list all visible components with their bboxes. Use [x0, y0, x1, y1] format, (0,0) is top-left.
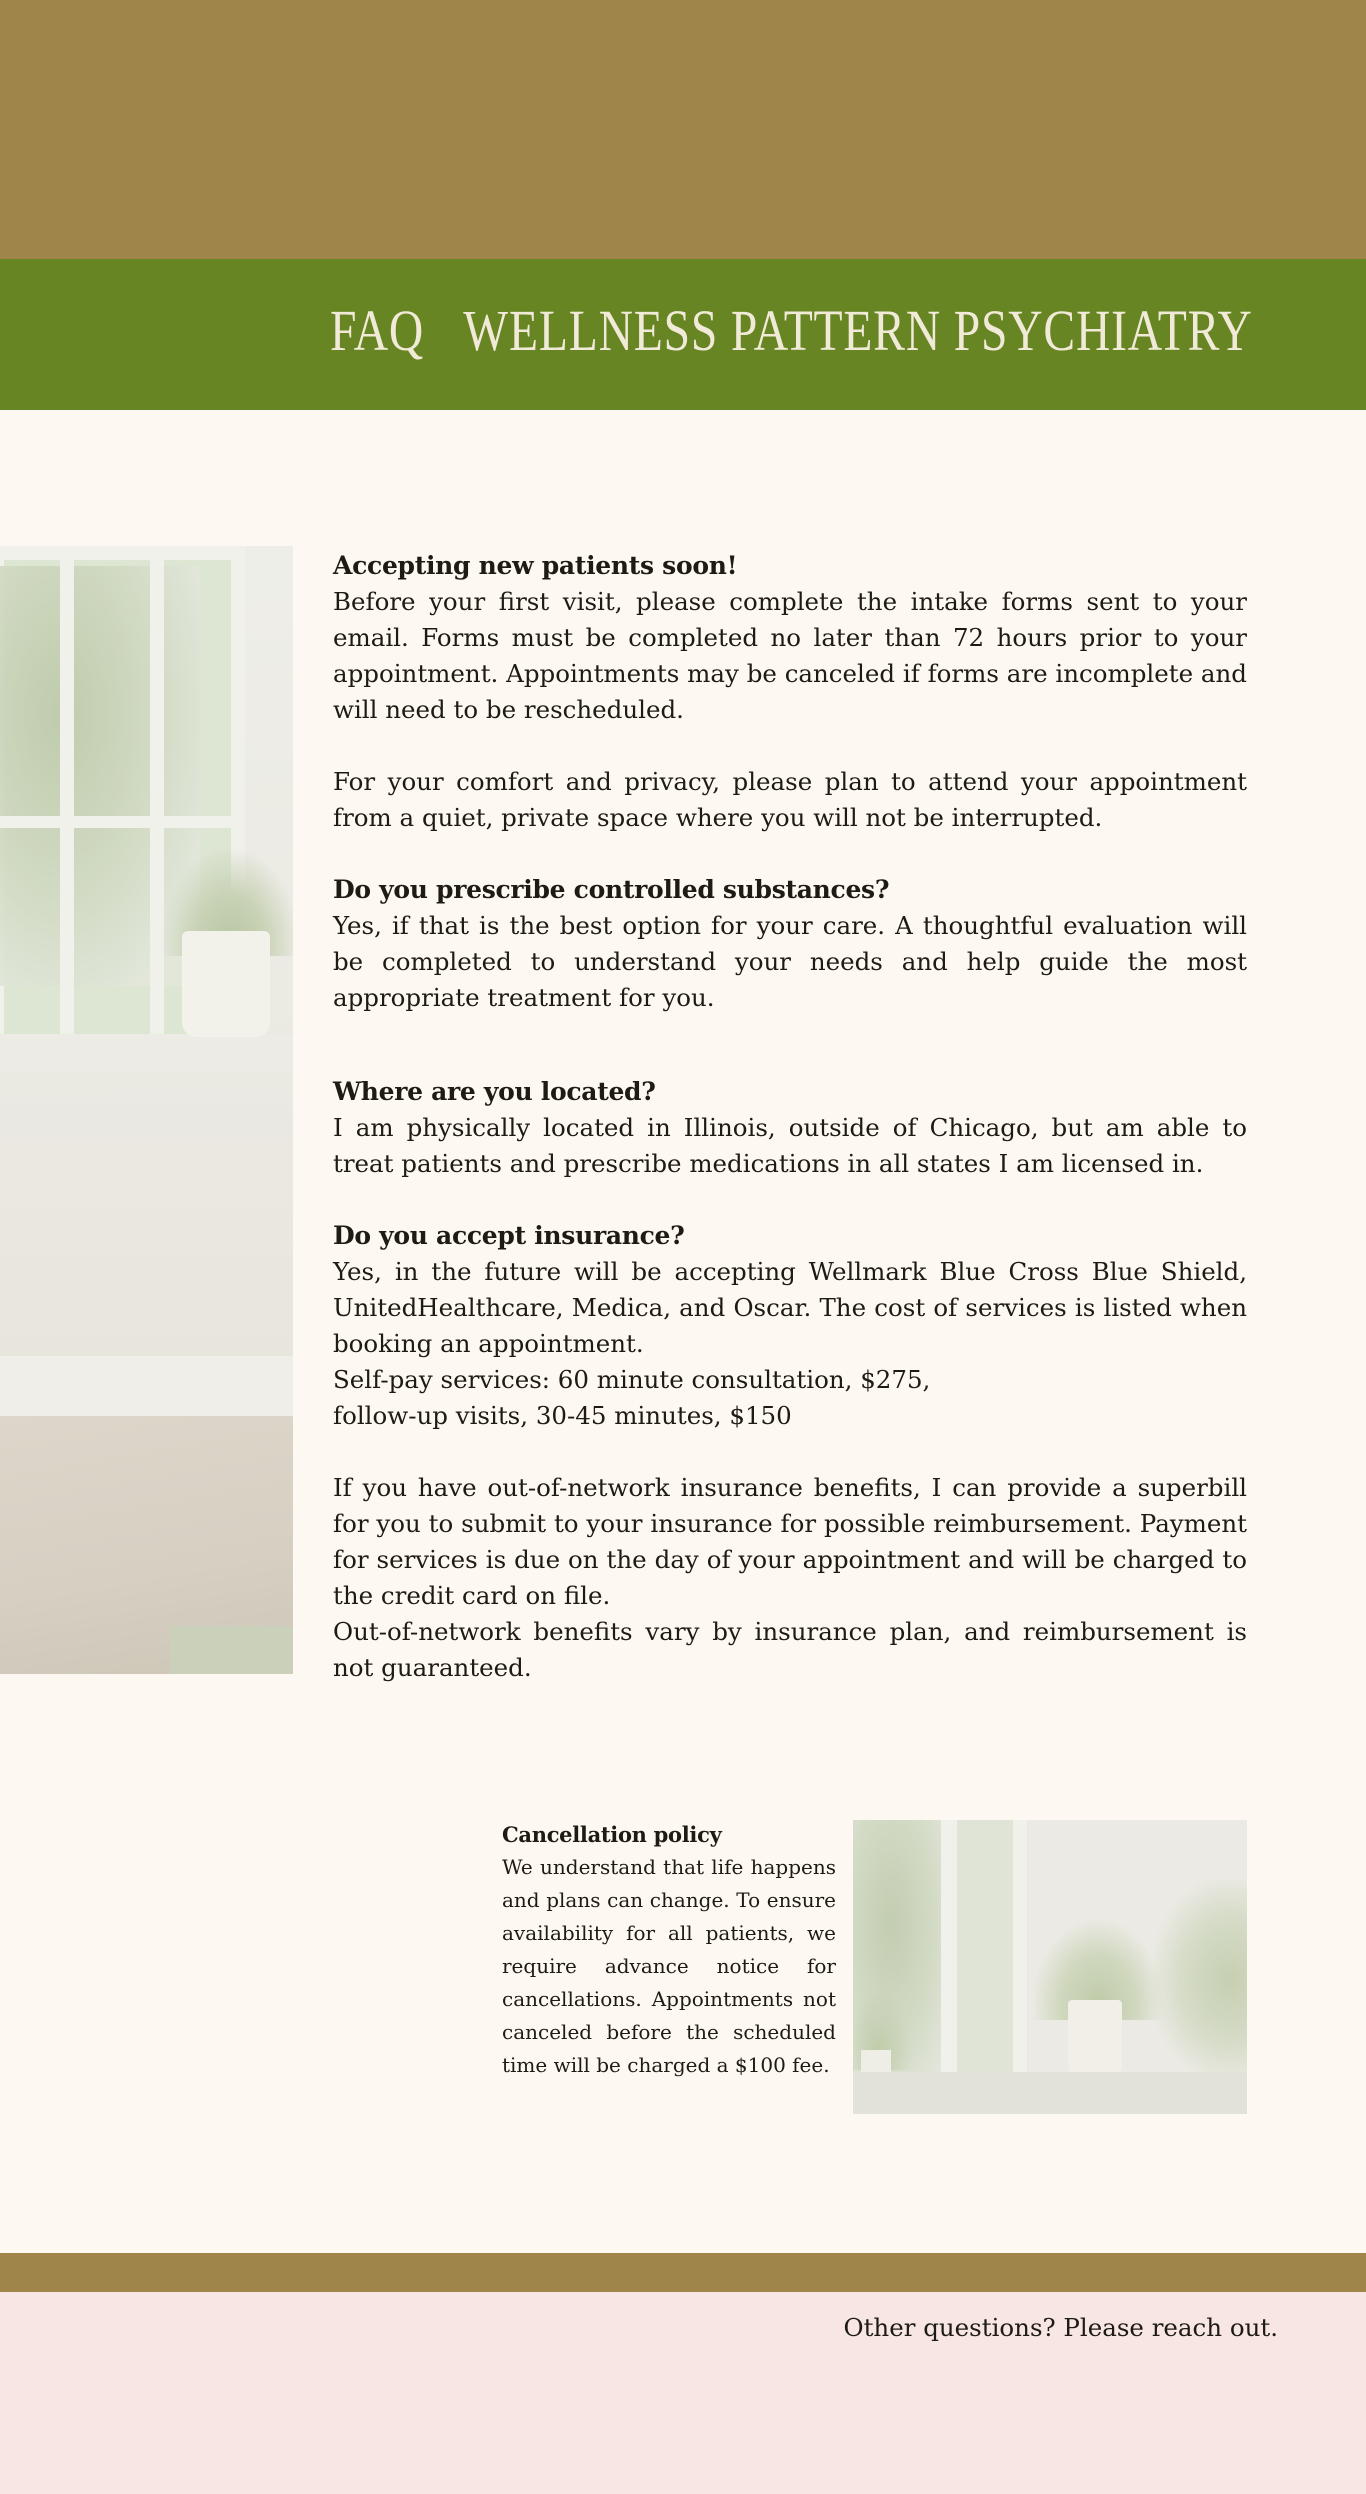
faq-answer: Yes, in the future will be accepting Wellmark Blue Cross Blue Shield, UnitedHealthcare, Medica, and Oscar. The cost of services is listed when booking an appointment. [333, 1257, 1247, 1358]
faq-answer: Before your first visit, please complete the intake forms sent to your email. Forms must be completed no later than 72 hours prior to your appointment. Appointments may be canceled if forms are incomplete and will need to be rescheduled. [333, 587, 1247, 724]
cancellation-policy [502, 1818, 836, 2082]
brand-title[interactable]: WELLNESS PATTERN PSYCHIATRY [463, 298, 1253, 363]
faq-answer: For your comfort and privacy, please plan to attend your appointment from a quiet, private space where you will not be interrupted. [333, 767, 1247, 832]
faq-answer: Yes, if that is the best option for your care. A thoughtful evaluation will be completed to understand your needs and help guide the most appropriate treatment for you. [333, 911, 1247, 1012]
faq-answer: Out-of-network benefits vary by insurance plan, and reimbursement is not guaranteed. [333, 1617, 1247, 1682]
pricing-line: Self-pay services: 60 minute consultation, $275, [333, 1365, 931, 1394]
top-banner [0, 0, 1366, 259]
cancellation-body: We understand that life happens and plans can change. To ensure availability for all patients, we require advance notice for cancellations. Appointments not canceled before the scheduled time will be charged a $100 fee. [502, 1855, 836, 2077]
footer [0, 2292, 1366, 2494]
nav-link-faq[interactable]: FAQ [330, 298, 425, 363]
footer-divider [0, 2253, 1366, 2292]
pricing-line: follow-up visits, 30-45 minutes, $150 [333, 1401, 792, 1430]
faq-section [333, 548, 1247, 1686]
interior-photo-right [853, 1820, 1247, 2114]
faq-question: Do you accept insurance? [333, 1221, 685, 1250]
faq-question: Where are you located? [333, 1077, 656, 1106]
faq-question: Do you prescribe controlled substances? [333, 875, 890, 904]
cancellation-title: Cancellation policy [502, 1822, 722, 1847]
footer-contact-text[interactable]: Other questions? Please reach out. [843, 2313, 1278, 2342]
faq-answer: If you have out-of-network insurance benefits, I can provide a superbill for you to submit to your insurance for possible reimbursement. Payment for services is due on the day of your appointment and will be charged to the credit card on file. [333, 1473, 1247, 1610]
faq-question: Accepting new patients soon! [333, 551, 738, 580]
faq-answer: I am physically located in Illinois, outside of Chicago, but am able to treat patients and prescribe medications in all states I am licensed in. [333, 1113, 1247, 1178]
interior-photo-left [0, 546, 293, 1674]
